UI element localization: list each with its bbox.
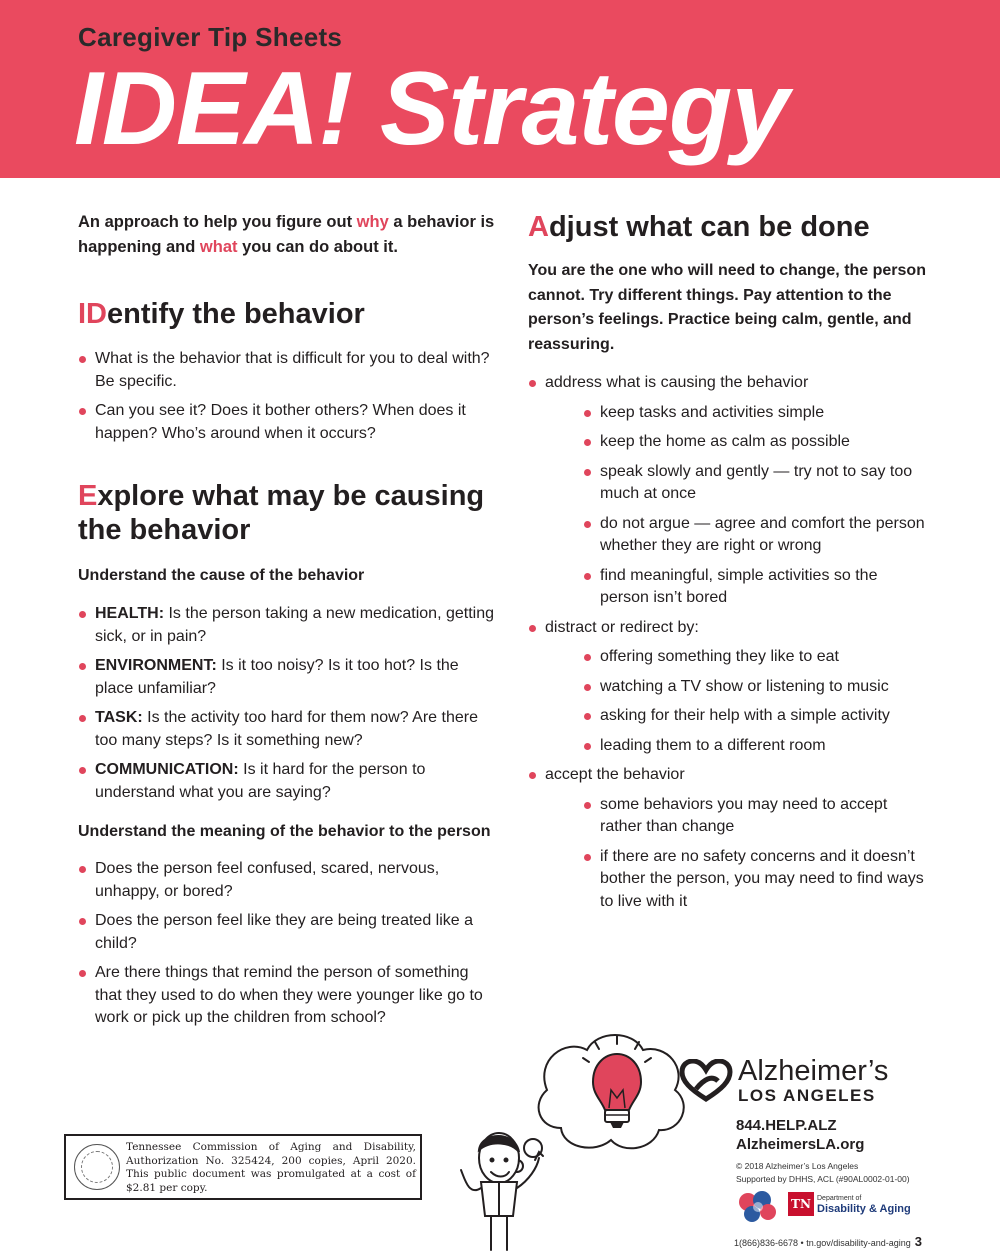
header-banner (0, 0, 1000, 178)
intro-why: why (356, 213, 389, 231)
brand-sub: LOS ANGELES (738, 1086, 876, 1105)
sub-list-item: keep the home as calm as possible (583, 431, 928, 454)
intro-text (78, 210, 498, 259)
sub-list-item: keep tasks and activities simple (583, 402, 928, 425)
sub-list (583, 402, 928, 610)
sub-list-item: speak slowly and gently — try not to say too much at once (583, 461, 928, 506)
state-seal-icon (74, 1144, 120, 1190)
sub-list (583, 646, 928, 757)
group-label: address what is causing the behavior (545, 374, 809, 391)
dept-logo (788, 1192, 911, 1216)
intro-part1: An approach to help you figure out (78, 213, 357, 231)
notice-text: Tennessee Commission of Aging and Disability, Authorization No. 325424, 200 copies, April 2020. This public document was promulgated at a cost of $2.81 per copy. (126, 1141, 416, 1194)
sub-list (583, 794, 928, 914)
list-item (78, 655, 498, 700)
left-column (78, 210, 498, 1030)
explore-rest: xplore what may be causing the behavior (78, 480, 485, 546)
logo-row (678, 1056, 928, 1106)
phone-number: 844.HELP.ALZ (736, 1117, 837, 1134)
dept-text (817, 1194, 911, 1214)
cause-text: Is the person taking a new medication, getting sick, or in pain? (95, 605, 495, 645)
meaning-heading: Understand the meaning of the behavior to the person (78, 823, 491, 840)
list-item: Does the person feel like they are being treated like a child? (78, 910, 498, 955)
list-item (78, 707, 498, 752)
adjust-intro: You are the one who will need to change, the person cannot. Try different things. Pay attention to the person’s feelings. Practice being calm, gentle, and reassuring. (528, 262, 926, 353)
list-item: Are there things that remind the person of something that they used to do when they were younger like go to work or pick up the children from school? (78, 962, 498, 1030)
sub-list-item: some behaviors you may need to accept rather than change (583, 794, 928, 839)
brand-block (678, 1056, 928, 1106)
explore-heading (78, 479, 498, 547)
cause-label: TASK: (95, 709, 143, 726)
list-item (78, 759, 498, 804)
sub-list-item: do not argue — agree and comfort the person whether they are right or wrong (583, 513, 928, 558)
tn-badge: TN (788, 1192, 814, 1216)
cause-label: COMMUNICATION: (95, 761, 239, 778)
list-item (528, 764, 928, 913)
identify-list (78, 348, 498, 445)
sub-list-item: find meaningful, simple activities so the person isn’t bored (583, 565, 928, 610)
list-item: What is the behavior that is difficult for you to deal with? Be specific. (78, 348, 498, 393)
thought-bubble (511, 1035, 684, 1172)
adjust-cap: A (528, 211, 549, 243)
intro-part3: you can do about it. (237, 237, 398, 256)
explore-cap: E (78, 480, 98, 512)
cause-text: Is the activity too hard for them now? Are there too many steps? Is it something new? (95, 709, 478, 749)
sub-list-item: offering something they like to eat (583, 646, 928, 669)
identify-heading (78, 297, 498, 331)
alzheimers-logo-icon (678, 1059, 734, 1103)
website-link[interactable]: AlzheimersLA.org (736, 1136, 865, 1153)
adjust-list (528, 372, 928, 913)
cause-list (78, 603, 498, 804)
list-item (78, 603, 498, 648)
sub-list-item: leading them to a different room (583, 735, 928, 758)
group-label: distract or redirect by: (545, 618, 699, 636)
support-note: Supported by DHHS, ACL (#90AL0002-01-00) (736, 1174, 910, 1184)
adjust-rest: djust what can be done (548, 211, 870, 243)
sub-list-item: asking for their help with a simple activity (583, 705, 928, 728)
dept-line1: Department of (817, 1195, 862, 1202)
sub-list-item: watching a TV show or listening to music (583, 676, 928, 699)
identify-rest: entify the behavior (107, 298, 365, 330)
list-item: Can you see it? Does it bother others? When does it happen? Who’s around when it occurs? (78, 400, 498, 445)
footer-contact: 1(866)836-6678 • tn.gov/disability-and-aging (734, 1238, 911, 1248)
group-label: accept the behavior (545, 766, 685, 783)
copyright: © 2018 Alzheimer’s Los Angeles (736, 1161, 859, 1171)
intro-part2: a behavior is happening and (78, 213, 495, 256)
brain-logo-icon (736, 1190, 778, 1224)
public-notice (64, 1134, 422, 1200)
footer (734, 1234, 922, 1249)
page-number: 3 (914, 1234, 922, 1249)
idea-illustration (455, 1020, 695, 1255)
list-item (528, 372, 928, 610)
identify-cap: ID (78, 298, 107, 330)
sub-list-item: if there are no safety concerns and it doesn’t bother the person, you may need to find ways to live with it (583, 846, 928, 914)
cause-text: Is it too noisy? Is it too hot? Is the place unfamiliar? (95, 657, 459, 697)
brand-name: Alzheimer’s (738, 1055, 889, 1087)
meaning-list (78, 858, 498, 1030)
cause-text: Is it hard for the person to understand what you are saying? (95, 761, 426, 801)
right-column (528, 210, 928, 913)
contact-block (736, 1116, 936, 1186)
page-title: IDEA! Strategy (74, 51, 789, 167)
cause-label: HEALTH: (95, 605, 165, 622)
adjust-heading (528, 210, 928, 244)
list-item: Does the person feel confused, scared, nervous, unhappy, or bored? (78, 858, 498, 903)
series-label: Caregiver Tip Sheets (78, 22, 343, 52)
intro-what: what (199, 237, 238, 256)
dept-line2: Disability & Aging (817, 1203, 911, 1215)
list-item (528, 617, 928, 758)
cause-label: ENVIRONMENT: (95, 657, 217, 674)
cause-heading: Understand the cause of the behavior (78, 567, 365, 584)
